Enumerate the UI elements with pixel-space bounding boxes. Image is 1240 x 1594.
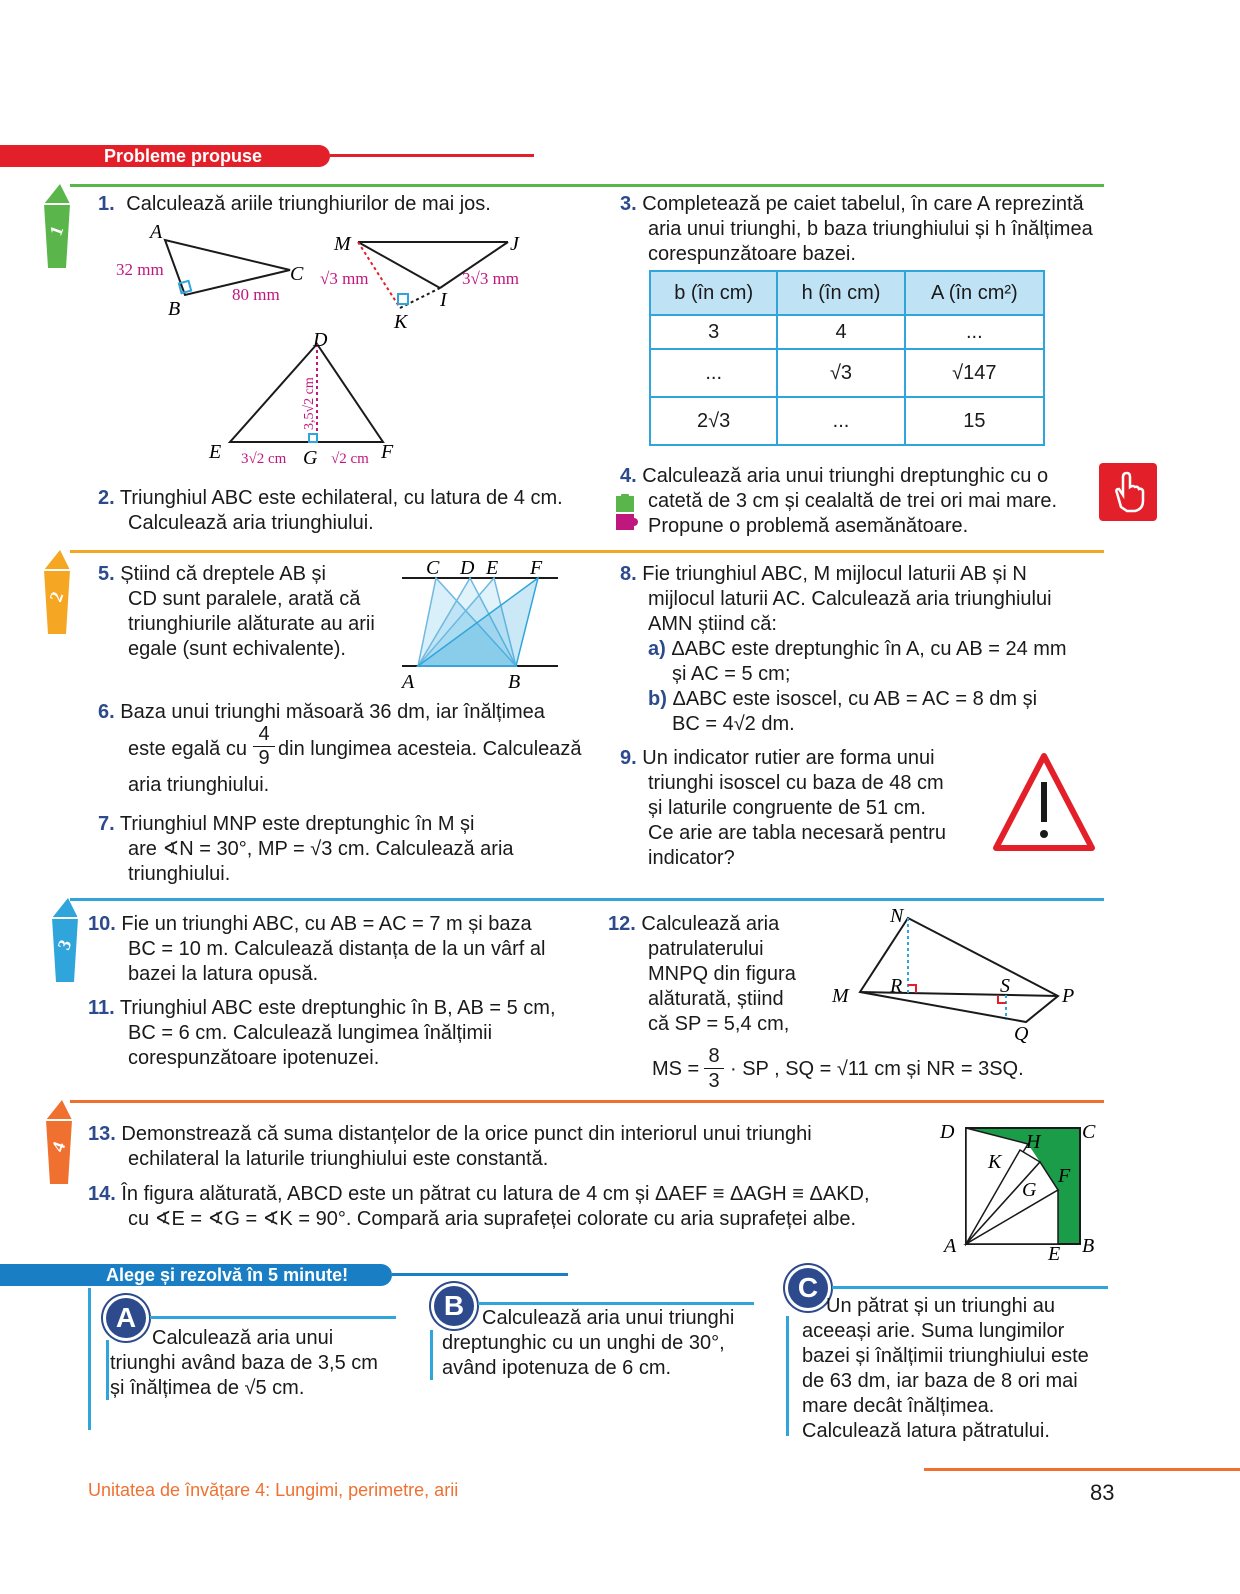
problem-13 xyxy=(88,1122,928,1172)
length-ab: 32 mm xyxy=(116,260,164,279)
problem-text: corespunzătoare ipotenuzei. xyxy=(128,1047,380,1069)
problem-number: 2. xyxy=(98,487,115,509)
problem-number: 7. xyxy=(98,813,115,835)
level1-number: 1 xyxy=(45,223,68,239)
quick-header-line xyxy=(392,1273,568,1276)
problem-5 xyxy=(98,562,398,662)
option-text: și înălțimea de √5 cm. xyxy=(110,1377,305,1399)
problem-text: CD sunt paralele, arată că xyxy=(128,588,361,610)
problem-text: BC = 4√2 dm. xyxy=(672,713,795,735)
table-cell: ... xyxy=(905,315,1044,349)
problem-number: 11. xyxy=(88,997,115,1019)
table-cell: √3 xyxy=(777,349,904,397)
problem-text: alăturată, știind xyxy=(648,988,784,1010)
formula-text: MS = xyxy=(652,1058,700,1080)
figure-quadrilateral-mnpq xyxy=(830,904,1090,1044)
fraction-denominator: 9 xyxy=(258,747,270,769)
option-text: Calculează latura pătratului. xyxy=(802,1420,1050,1442)
option-text: de 63 dm, iar baza de 8 ori mai xyxy=(802,1370,1078,1392)
level1-separator xyxy=(70,184,1104,187)
footer-unit-title: Unitatea de învățare 4: Lungimi, perimetre, arii xyxy=(88,1480,459,1500)
problem-text: Baza unui triunghi măsoară 36 dm, iar înălțimea xyxy=(120,701,545,723)
problem-number: 4. xyxy=(620,465,637,487)
level3-separator xyxy=(70,898,1104,901)
level3-number: 3 xyxy=(53,937,76,953)
problem-text: Propune o problemă asemănătoare. xyxy=(648,515,969,537)
option-a xyxy=(110,1326,410,1401)
problem-number: 9. xyxy=(620,747,637,769)
label-n: N xyxy=(890,905,904,927)
label-d: D xyxy=(460,557,475,579)
label-f: F xyxy=(381,441,394,463)
problem-text: Calculează aria unui triunghi dreptunghic cu o xyxy=(642,465,1049,487)
problem-text: indicator? xyxy=(648,847,735,869)
fraction-denominator: 3 xyxy=(708,1070,720,1092)
label-i: I xyxy=(440,289,447,311)
label-c: C xyxy=(1082,1121,1096,1143)
table-header: b (în cm) xyxy=(650,271,777,315)
problem-text: ΔABC este isoscel, cu AB = AC = 8 dm și xyxy=(672,688,1038,710)
problem-text: Calculează ariile triunghiurilor de mai jos. xyxy=(126,193,491,215)
option-b-top-line xyxy=(478,1302,754,1305)
problem-text: BC = 10 m. Calculează distanța de la un vârf al xyxy=(128,938,546,960)
problem-8 xyxy=(620,562,1100,737)
problem-2 xyxy=(98,486,598,536)
table-cell: ... xyxy=(777,397,904,445)
problem-text: triunghiurile alăturate au arii xyxy=(128,613,375,635)
problem-text: din lungimea acesteia. Calculează xyxy=(278,738,582,760)
problem-3 xyxy=(620,192,1120,267)
subpoint-label: b) xyxy=(648,688,667,710)
problem-text: Calculează aria triunghiului. xyxy=(128,512,374,534)
problem-text: BC = 6 cm. Calculează lungimea înălțimii xyxy=(128,1022,493,1044)
puzzle-icon xyxy=(612,494,640,534)
warning-sign-icon xyxy=(992,752,1096,852)
level2-separator xyxy=(70,550,1104,553)
problem-text: patrulaterului xyxy=(648,938,764,960)
problem-text: ΔABC este dreptunghic în A, cu AB = 24 mm xyxy=(671,638,1067,660)
label-e: E xyxy=(209,441,222,463)
length-eg: 3√2 cm xyxy=(241,451,287,467)
figure-triangle-abc xyxy=(110,220,320,320)
problem-text: egale (sunt echivalente). xyxy=(128,638,346,660)
label-d: D xyxy=(313,330,328,351)
problem-6 xyxy=(98,700,598,798)
quick-section-title: Alege și rezolvă în 5 minute! xyxy=(106,1265,349,1285)
table-cell: ... xyxy=(650,349,777,397)
label-h: H xyxy=(1026,1131,1041,1153)
problem-text: catetă de 3 cm și cealaltă de trei ori mai mare. xyxy=(648,490,1058,512)
problem-text: bazei la latura opusă. xyxy=(128,963,319,985)
level4-crayon-icon xyxy=(42,1100,76,1184)
label-m: M xyxy=(334,233,351,255)
problem-text: AMN știind că: xyxy=(648,613,777,635)
table-cell: √147 xyxy=(905,349,1044,397)
problem-9 xyxy=(620,746,980,871)
problem-text: Fie un triunghi ABC, cu AB = AC = 7 m și baza xyxy=(121,913,532,935)
problem-text: Triunghiul MNP este dreptunghic în M și xyxy=(119,813,475,835)
table-cell: 15 xyxy=(905,397,1044,445)
problem-11 xyxy=(88,996,608,1071)
problem-text: cu ∢E = ∢G = ∢K = 90°. Compară aria suprafeței colorate cu aria suprafeței albe. xyxy=(128,1208,857,1230)
problem-text: este egală cu xyxy=(128,738,247,760)
option-c-top-line xyxy=(832,1286,1108,1289)
figure-parallel-lines xyxy=(398,556,564,694)
table-cell: 2√3 xyxy=(650,397,777,445)
problem-text: că SP = 5,4 cm, xyxy=(648,1013,790,1035)
problem-text: Un indicator rutier are forma unui xyxy=(642,747,935,769)
problem-text: și AC = 5 cm; xyxy=(672,663,791,685)
label-a: A xyxy=(402,671,415,693)
level4-separator xyxy=(70,1100,1104,1103)
section-title: Probleme propuse xyxy=(104,146,263,166)
option-text: Un pătrat și un triunghi au xyxy=(826,1295,1056,1317)
option-b xyxy=(442,1306,762,1381)
label-a: A xyxy=(944,1235,957,1257)
problem-text: Triunghiul ABC este dreptunghic în B, AB = 5 cm, xyxy=(119,997,556,1019)
problem-text: Fie triunghiul ABC, M mijlocul laturii AB și N xyxy=(642,563,1027,585)
problem-1 xyxy=(98,192,491,217)
problem-number: 6. xyxy=(98,701,115,723)
hand-touch-icon xyxy=(1099,463,1157,521)
footer-line xyxy=(924,1468,1240,1471)
problem-number: 1. xyxy=(98,193,115,215)
table-cell: 4 xyxy=(777,315,904,349)
header-line xyxy=(330,154,534,157)
level2-number: 2 xyxy=(45,589,68,605)
fraction-numerator: 8 xyxy=(704,1044,724,1069)
problem-text: Triunghiul ABC este echilateral, cu latura de 4 cm. xyxy=(119,487,563,509)
problem-number: 14. xyxy=(88,1183,116,1205)
table-row xyxy=(650,349,1044,397)
label-f: F xyxy=(530,557,543,579)
option-text: triunghi având baza de 3,5 cm xyxy=(110,1352,378,1374)
quick-section-header xyxy=(0,1264,392,1286)
problem-14 xyxy=(88,1182,928,1232)
table-header: h (în cm) xyxy=(777,271,904,315)
problem-text: mijlocul laturii AC. Calculează aria triunghiului xyxy=(648,588,1052,610)
label-c: C xyxy=(290,263,304,285)
problem-text: aria unui triunghi, b baza triunghiului și h înălțimea xyxy=(648,218,1093,240)
fraction xyxy=(253,723,275,770)
length-ij: 3√3 mm xyxy=(462,269,520,288)
label-q: Q xyxy=(1014,1023,1029,1044)
label-s: S xyxy=(1000,975,1010,997)
quick-left-border xyxy=(88,1288,91,1430)
label-a: A xyxy=(150,221,163,243)
option-text: Calculează aria unui xyxy=(152,1327,334,1349)
label-r: R xyxy=(890,975,903,997)
problem-number: 13. xyxy=(88,1123,116,1145)
option-c-badge: C xyxy=(788,1268,828,1308)
option-b-badge: B xyxy=(434,1286,474,1326)
figure-square-abcd xyxy=(936,1116,1106,1266)
option-c-left-line xyxy=(786,1316,789,1436)
label-p: P xyxy=(1062,985,1075,1007)
label-b: B xyxy=(1082,1235,1095,1257)
length-gf: √2 cm xyxy=(331,451,369,467)
level3-crayon-icon xyxy=(48,898,82,982)
problem-text: are ∢N = 30°, MP = √3 cm. Calculează aria xyxy=(128,838,514,860)
label-j: J xyxy=(510,233,519,255)
problem-number: 8. xyxy=(620,563,637,585)
label-d: D xyxy=(940,1121,955,1143)
label-e: E xyxy=(486,557,499,579)
option-text: bazei și înălțimii triunghiului este xyxy=(802,1345,1089,1367)
label-g: G xyxy=(1022,1179,1037,1201)
page-number: 83 xyxy=(1090,1480,1115,1505)
label-b: B xyxy=(168,298,181,320)
level2-crayon-icon xyxy=(40,550,74,634)
length-mk: √3 mm xyxy=(320,269,369,288)
label-m: M xyxy=(832,985,849,1007)
problem-7 xyxy=(98,812,598,887)
label-f: F xyxy=(1058,1165,1071,1187)
option-text: dreptunghic cu un unghi de 30°, xyxy=(442,1332,725,1354)
table-header: A (în cm²) xyxy=(905,271,1044,315)
problem-12 xyxy=(608,912,828,1037)
label-g: G xyxy=(303,447,318,469)
problem-text: În figura alăturată, ABCD este un pătrat cu latura de 4 cm și ΔAEF ≡ ΔAGH ≡ ΔAKD, xyxy=(121,1183,870,1205)
section-header xyxy=(0,145,330,167)
subpoint-label: a) xyxy=(648,638,666,660)
problem-text: Completează pe caiet tabelul, în care A reprezintă xyxy=(642,193,1084,215)
length-dg: 3,5√2 cm xyxy=(302,377,317,430)
problem-number: 3. xyxy=(620,193,637,215)
option-text: aceeași arie. Suma lungimilor xyxy=(802,1320,1065,1342)
label-e: E xyxy=(1048,1243,1061,1265)
table-row xyxy=(650,397,1044,445)
option-text: Calculează aria unui triunghi xyxy=(482,1307,735,1329)
option-text: având ipotenuza de 6 cm. xyxy=(442,1357,672,1379)
problem-text: Ce arie are tabla necesară pentru xyxy=(648,822,946,844)
problem-text: corespunzătoare bazei. xyxy=(648,243,856,265)
table-cell: 3 xyxy=(650,315,777,349)
option-text: mare decât înălțimea. xyxy=(802,1395,995,1417)
problem-number: 12. xyxy=(608,913,636,935)
problem-text: triunghiului. xyxy=(128,863,231,885)
data-table xyxy=(649,270,1045,446)
option-b-left-line xyxy=(430,1330,433,1380)
figure-triangle-def xyxy=(205,330,415,470)
problem-text: Calculează aria xyxy=(641,913,780,935)
label-k: K xyxy=(394,311,408,333)
problem-number: 5. xyxy=(98,563,115,585)
problem-number: 10. xyxy=(88,913,116,935)
option-c xyxy=(802,1294,1122,1444)
problem-text: aria triunghiului. xyxy=(128,774,270,796)
problem-text: și laturile congruente de 51 cm. xyxy=(648,797,926,819)
option-a-badge: A xyxy=(106,1298,146,1338)
problem-4 xyxy=(620,464,1100,539)
problem-12-formula xyxy=(652,1044,1112,1096)
formula-text: · SP , SQ = √11 cm și NR = 3SQ. xyxy=(730,1058,1024,1080)
fraction-numerator: 4 xyxy=(253,723,275,747)
option-a-left-line xyxy=(106,1340,109,1400)
problem-text: triunghi isoscel cu baza de 48 cm xyxy=(648,772,944,794)
figure-triangle-mjk xyxy=(320,228,540,333)
label-c: C xyxy=(426,557,440,579)
label-b: B xyxy=(508,671,521,693)
table-row xyxy=(650,315,1044,349)
problem-text: echilateral la laturile triunghiului este constantă. xyxy=(128,1148,549,1170)
level1-crayon-icon xyxy=(40,184,74,268)
fraction xyxy=(704,1044,724,1093)
problem-text: Demonstrează că suma distanțelor de la orice punct din interiorul unui triunghi xyxy=(121,1123,812,1145)
label-k: K xyxy=(988,1151,1002,1173)
problem-10 xyxy=(88,912,608,987)
level4-number: 4 xyxy=(47,1139,70,1155)
option-a-top-line xyxy=(150,1316,396,1319)
problem-text: MNPQ din figura xyxy=(648,963,796,985)
length-bc: 80 mm xyxy=(232,285,280,304)
problem-text: Știind că dreptele AB și xyxy=(120,563,326,585)
